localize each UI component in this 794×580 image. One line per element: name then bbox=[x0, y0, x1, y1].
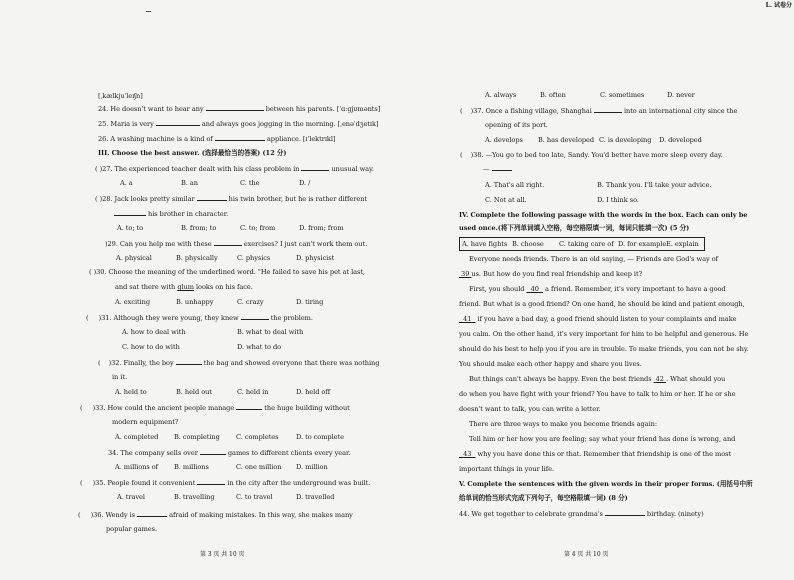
blank-39[interactable]: 39 bbox=[461, 270, 470, 278]
q35-stem-end: in the city after the underground was built. bbox=[227, 479, 371, 487]
answer-paren[interactable]: ( bbox=[78, 511, 81, 519]
q27-option-d: D. / bbox=[299, 179, 311, 187]
q35-option-c: C. to travel bbox=[236, 493, 273, 501]
q32-option-a: A. held to bbox=[115, 388, 147, 396]
q27-option-b: B. an bbox=[181, 179, 198, 187]
q28-stem-mid: his twin brother, but he is rather different bbox=[228, 195, 368, 203]
q29-option-c: C. physics bbox=[237, 254, 271, 262]
answer-paren[interactable]: ( bbox=[460, 107, 463, 115]
q28-stem: )28. Jack looks pretty similar bbox=[99, 195, 195, 203]
section-4-heading: IV. Complete the following passage with the words in the box. Each can only be bbox=[459, 211, 748, 219]
q28-option-c: C. to; from bbox=[240, 224, 276, 232]
q27-stem-end: unusual way. bbox=[331, 165, 374, 173]
section-3-heading: III. Choose the best answer. (选择最恰当的答案) (12 分) bbox=[98, 149, 287, 157]
question-25 bbox=[98, 119, 378, 128]
passage-line: you calm. On the other hand, it's very important for him to be helpful and generous. He bbox=[459, 330, 749, 338]
q32-blank[interactable] bbox=[176, 358, 202, 365]
q31-blank[interactable] bbox=[241, 313, 269, 320]
q37-stem-end: into an international city since the bbox=[623, 107, 738, 115]
passage-line: important things in your life. bbox=[459, 465, 555, 473]
q34-blank[interactable] bbox=[200, 448, 226, 455]
q32-stem: )32. Finally, the boy bbox=[108, 359, 174, 367]
q27-option-c: C. the bbox=[240, 179, 260, 187]
q35-option-a: A. travel bbox=[117, 493, 145, 501]
answer-paren[interactable]: ( bbox=[80, 479, 83, 487]
answer-paren[interactable]: ( bbox=[460, 151, 463, 159]
answer-paren[interactable]: ( bbox=[98, 359, 101, 367]
q29-option-a: A. physical bbox=[116, 254, 152, 262]
q29-stem: )29. Can you help me with these bbox=[105, 240, 212, 248]
q28-stem-end: his brother in character. bbox=[148, 210, 229, 218]
q30-option-a: A. exciting bbox=[115, 298, 151, 306]
word-box-d: D. for example bbox=[618, 240, 667, 248]
passage-line: Everyone needs friends. There is an old saying, — Friends are God's way of bbox=[469, 255, 719, 263]
q28-blank-1[interactable] bbox=[197, 194, 227, 201]
q38-line-2 bbox=[483, 164, 512, 173]
q28-line-2 bbox=[114, 209, 228, 218]
passage-line bbox=[459, 270, 642, 278]
q36-option-a: A. always bbox=[485, 91, 517, 99]
q38-stem: )38. —You go to bed too late, Sandy. You'd better have more sleep every day. bbox=[470, 151, 723, 159]
q35-stem: )35. People found it convenient bbox=[92, 479, 196, 487]
passage-line: Tell him or her how you are feeling; say what your friend has done is wrong, and bbox=[469, 435, 736, 443]
q25-stem-end: and always goes jogging in the morning. [ˌenəˈdʒetɪk] bbox=[201, 120, 379, 128]
q34-option-a: A. millions of bbox=[115, 463, 159, 471]
answer-paren[interactable]: ( bbox=[95, 165, 98, 173]
q33-option-b: B. completing bbox=[174, 433, 220, 441]
passage-line: do when you have fight with your friend? You have to talk to him or her. If he or she bbox=[459, 390, 736, 398]
answer-paren[interactable]: ( bbox=[80, 404, 83, 412]
q31-option-a: A. how to deal with bbox=[122, 328, 186, 336]
question-33 bbox=[80, 403, 350, 412]
q25-number: 25. bbox=[98, 120, 109, 128]
q27-option-a: A. a bbox=[120, 179, 133, 187]
question-24 bbox=[98, 104, 380, 113]
q26-stem: A washing machine is a kind of bbox=[110, 135, 213, 143]
question-38 bbox=[460, 151, 723, 159]
q28-option-b: B. from; to bbox=[181, 224, 217, 232]
q31-option-c: C. how to do with bbox=[122, 343, 180, 351]
q30-line-2 bbox=[115, 283, 253, 291]
section-4-heading-cont: used once.(将下列单词填入空格，每空格限填一词，每词只能填一次) (5 分) bbox=[459, 224, 690, 232]
q37-option-a: A. develops bbox=[485, 136, 523, 144]
q33-option-a: A. completed bbox=[115, 433, 159, 441]
passage-line: There are three ways to make you become friends again: bbox=[469, 420, 657, 428]
q36-option-c: C. sometimes bbox=[600, 91, 645, 99]
q24-blank[interactable] bbox=[206, 104, 264, 111]
q33-line-2: modern equipment? bbox=[112, 418, 179, 426]
answer-paren[interactable]: ( bbox=[95, 195, 98, 203]
q31-option-d: D. what to do bbox=[237, 343, 282, 351]
q37-option-c: C. is developing bbox=[599, 136, 652, 144]
blank-40[interactable]: 40 bbox=[530, 285, 539, 293]
q36-option-d: D. never bbox=[667, 91, 695, 99]
q24-number: 24. bbox=[98, 105, 109, 113]
q38-option-b: B. Thank you. I'll take your advice. bbox=[597, 181, 712, 189]
blank-43[interactable]: 43 bbox=[463, 450, 472, 458]
question-36 bbox=[78, 510, 353, 519]
q34-stem-end: games to different clients every year. bbox=[227, 449, 351, 457]
q30-option-d: D. tiring bbox=[296, 298, 324, 306]
phonetic-line: [ˌkælkjuˈleɪʃn] bbox=[98, 92, 143, 100]
q25-blank[interactable] bbox=[156, 119, 200, 126]
q37-option-b: B. has developed bbox=[538, 136, 595, 144]
q44-stem-end: birthday. (ninety) bbox=[646, 510, 704, 518]
passage-line bbox=[459, 315, 737, 323]
section-5-heading-cont: 给单词的恰当形式完成下列句子，每空格限填一词) (8 分) bbox=[459, 494, 628, 502]
passage-line: doesn't want to talk, you can write a letter. bbox=[459, 405, 601, 413]
question-29 bbox=[105, 239, 367, 248]
q33-option-d: D. to complete bbox=[296, 433, 344, 441]
question-44 bbox=[459, 509, 704, 518]
q32-option-d: D. held off bbox=[296, 388, 331, 396]
q36-stem-end: afraid of making mistakes. In this way, she makes many bbox=[169, 511, 353, 519]
q32-option-b: B. held out bbox=[176, 388, 212, 396]
q38-option-c: C. Not at all. bbox=[485, 196, 527, 204]
q26-stem-end: appliance. [ɪˈlektrɪkl] bbox=[266, 135, 336, 143]
q25-stem: Maria is very bbox=[110, 120, 154, 128]
q33-stem: )33. How could the ancient people manage bbox=[92, 404, 235, 412]
word-box-e: E. explain bbox=[666, 240, 699, 248]
passage-text: us. But how do you find real friendship and keep it? bbox=[471, 270, 643, 278]
passage-line: friend. But what is a good friend? On one hand, he should be kind and patient enough, bbox=[459, 300, 745, 308]
q28-blank-2[interactable] bbox=[114, 209, 146, 216]
page-footer: 第 3 页 共 10 页 bbox=[200, 551, 245, 558]
q35-blank[interactable] bbox=[197, 478, 225, 485]
question-35 bbox=[80, 478, 370, 487]
passage-line bbox=[469, 285, 726, 293]
q33-option-c: C. completes bbox=[236, 433, 279, 441]
passage-line bbox=[459, 450, 731, 458]
q35-option-b: B. travelling bbox=[174, 493, 215, 501]
q32-line-2: in it. bbox=[112, 373, 128, 381]
q36-blank[interactable] bbox=[137, 510, 167, 517]
q34-option-b: B. millions bbox=[174, 463, 209, 471]
question-28 bbox=[95, 194, 367, 203]
q38-option-d: D. I think so. bbox=[597, 196, 639, 204]
q26-number: 26. bbox=[98, 135, 109, 143]
question-30 bbox=[89, 268, 365, 276]
blank-42[interactable]: 42 bbox=[655, 375, 664, 383]
answer-paren[interactable]: ( bbox=[89, 268, 92, 276]
q29-option-b: B. physically bbox=[176, 254, 218, 262]
question-37 bbox=[460, 106, 737, 115]
question-34 bbox=[108, 448, 350, 457]
q44-blank[interactable] bbox=[605, 509, 645, 516]
passage-text: But things can't always be happy. Even the best friends bbox=[469, 375, 652, 383]
word-box-c: C. taking care of bbox=[559, 240, 614, 248]
q28-option-a: A. to; to bbox=[117, 224, 144, 232]
q29-stem-end: exercises? I just can't work them out. bbox=[243, 240, 368, 248]
passage-text: . What should you bbox=[666, 375, 726, 383]
q36-stem: )36. Wendy is bbox=[90, 511, 136, 519]
q27-stem: )27. The experienced teacher dealt with his class problem in bbox=[99, 165, 300, 173]
q30-underlined-word: glum bbox=[177, 283, 194, 291]
q34-option-d: D. million bbox=[296, 463, 328, 471]
corner-header-fragment: L. 试卷分 bbox=[765, 2, 792, 9]
q31-stem-end: the problem. bbox=[270, 314, 313, 322]
passage-text: why you have done this or that. Remember that friendship is one of the most bbox=[477, 450, 732, 458]
q30-line-2-end: looks on his face. bbox=[196, 283, 253, 291]
word-box-b: B. choose bbox=[512, 240, 544, 248]
q34-option-c: C. one million bbox=[236, 463, 282, 471]
q38-option-a: A. That's all right. bbox=[485, 181, 545, 189]
q24-stem: He doesn't want to hear any bbox=[110, 105, 204, 113]
q36-line-2: popular games. bbox=[106, 525, 158, 533]
q29-blank[interactable] bbox=[214, 239, 242, 246]
q37-stem: )37. Once a fishing village, Shanghai bbox=[470, 107, 592, 115]
q37-option-d: D. developed bbox=[659, 136, 702, 144]
right-page bbox=[397, 0, 794, 580]
passage-text: a friend. Remember, it's very important to have a good bbox=[545, 285, 726, 293]
q29-option-d: D. physicist bbox=[296, 254, 335, 262]
q30-option-c: C. crazy bbox=[237, 298, 264, 306]
q32-stem-end: the bag and showed everyone that there was nothing bbox=[203, 359, 380, 367]
q27-blank[interactable] bbox=[301, 164, 329, 171]
passage-line bbox=[469, 375, 725, 383]
q35-option-d: D. travelled bbox=[296, 493, 335, 501]
q38-dash: — bbox=[483, 165, 490, 173]
q38-blank[interactable] bbox=[492, 164, 512, 171]
q30-stem: )30. Choose the meaning of the underlined word. "He failed to save his pet at last, bbox=[93, 268, 366, 276]
q31-stem: )31. Although they were young, they knew bbox=[98, 314, 239, 322]
q26-blank[interactable] bbox=[215, 134, 265, 141]
word-box-a: A. have fights bbox=[462, 240, 508, 248]
scan-speck bbox=[146, 11, 151, 12]
q33-blank[interactable] bbox=[236, 403, 262, 410]
question-32 bbox=[98, 358, 379, 367]
q30-line-2-start: and sat there with bbox=[115, 283, 176, 291]
answer-paren[interactable]: ( bbox=[86, 314, 89, 322]
passage-text: First, you should bbox=[469, 285, 525, 293]
section-5-heading: V. Complete the sentences with the given words in their proper forms. (用括号中所 bbox=[459, 480, 753, 488]
page-footer: 第 4 页 共 10 页 bbox=[564, 551, 609, 558]
q37-line-2: opening of its port. bbox=[485, 121, 548, 129]
q37-blank[interactable] bbox=[594, 106, 622, 113]
q34-stem: 34. The company sells over bbox=[108, 449, 198, 457]
blank-41[interactable]: 41 bbox=[463, 315, 472, 323]
passage-text: if you have a bad day, a good friend should listen to your complaints and make bbox=[477, 315, 737, 323]
question-31 bbox=[86, 313, 313, 322]
q28-option-d: D. from; from bbox=[299, 224, 344, 232]
passage-line: should do his best to help you if you are in trouble. To make friends, you can not be shy. bbox=[459, 345, 749, 353]
q31-option-b: B. what to deal with bbox=[237, 328, 304, 336]
question-26 bbox=[98, 134, 335, 143]
q30-option-b: B. unhappy bbox=[176, 298, 214, 306]
q44-stem: 44. We get together to celebrate grandma's bbox=[459, 510, 603, 518]
question-27 bbox=[95, 164, 374, 173]
q32-option-c: C. held in bbox=[237, 388, 269, 396]
q36-option-b: B. often bbox=[540, 91, 566, 99]
passage-line: You should make each other happy and share you lives. bbox=[459, 360, 642, 368]
q24-stem-end: between his parents. [ˈɑːɡjʊmənts] bbox=[265, 105, 381, 113]
q33-stem-end: the huge building without bbox=[264, 404, 350, 412]
